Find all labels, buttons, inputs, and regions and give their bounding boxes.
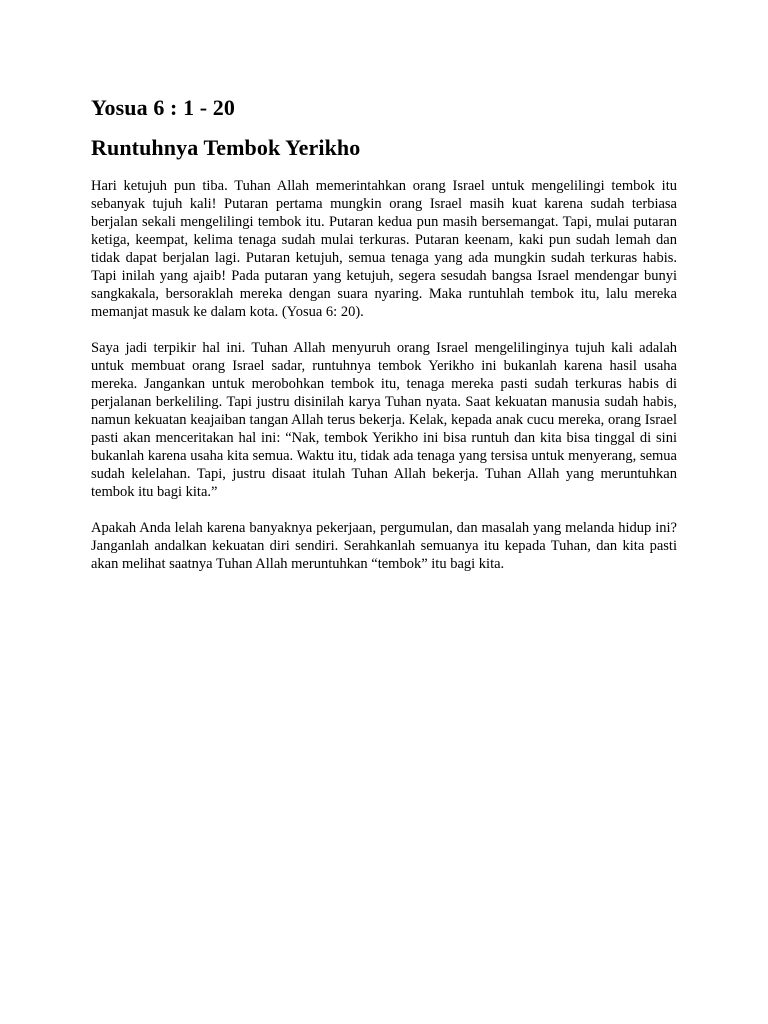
document-body: [91, 94, 677, 573]
paragraph-2: Saya jadi terpikir hal ini. Tuhan Allah menyuruh orang Israel mengelilinginya tujuh kali adalah untuk membuat orang Israel sadar, runtuhnya tembok Yerikho ini bukanlah karena hasil usaha mereka. Jangankan untuk merobohkan tembok itu, tenaga mereka pasti sudah terkuras habis di perjalanan berkeliling. Tapi justru disinilah karya Tuhan nyata. Saat kekuatan manusia sudah habis, namun kekuatan keajaiban tangan Allah terus bekerja. Kelak, kepada anak cucu mereka, orang Israel pasti akan menceritakan hal ini: “Nak, tembok Yerikho ini bisa runtuh dan kita bisa tinggal di sini bukanlah karena usaha kita semua. Waktu itu, tidak ada tenaga yang tersisa untuk menyerang, semua sudah kelelahan. Tapi, justru disaat itulah Tuhan Allah bekerja. Tuhan Allah yang meruntuhkan tembok itu bagi kita.”: [91, 340, 677, 500]
paragraph-1: Hari ketujuh pun tiba. Tuhan Allah memerintahkan orang Israel untuk mengelilingi tembok itu sebanyak tujuh kali! Putaran pertama mungkin orang Israel masih kuat karena sudah terbiasa berjalan sekali mengelilingi tembok itu. Putaran kedua pun masih bersemangat. Tapi, mulai putaran ketiga, keempat, kelima tenaga sudah mulai terkuras. Putaran keenam, kaki pun sudah lemah dan tidak dapat berjalan lagi. Putaran ketujuh, semua tenaga yang ada mungkin sudah terkuras habis. Tapi inilah yang ajaib! Pada putaran yang ketujuh, segera sesudah bangsa Israel mendengar bunyi sangkakala, bersoraklah mereka dengan suara nyaring. Maka runtuhlah tembok itu, lalu mereka memanjat masuk ke dalam kota. (Yosua 6: 20).: [91, 178, 677, 320]
paragraph-3: Apakah Anda lelah karena banyaknya pekerjaan, pergumulan, dan masalah yang melanda hidup ini? Janganlah andalkan kekuatan diri sendiri. Serahkanlah semuanya itu kepada Tuhan, dan kita pasti akan melihat saatnya Tuhan Allah meruntuhkan “tembok” itu bagi kita.: [91, 520, 677, 572]
document-title: Runtuhnya Tembok Yerikho: [91, 135, 361, 160]
scripture-reference: Yosua 6 : 1 - 20: [91, 95, 235, 120]
